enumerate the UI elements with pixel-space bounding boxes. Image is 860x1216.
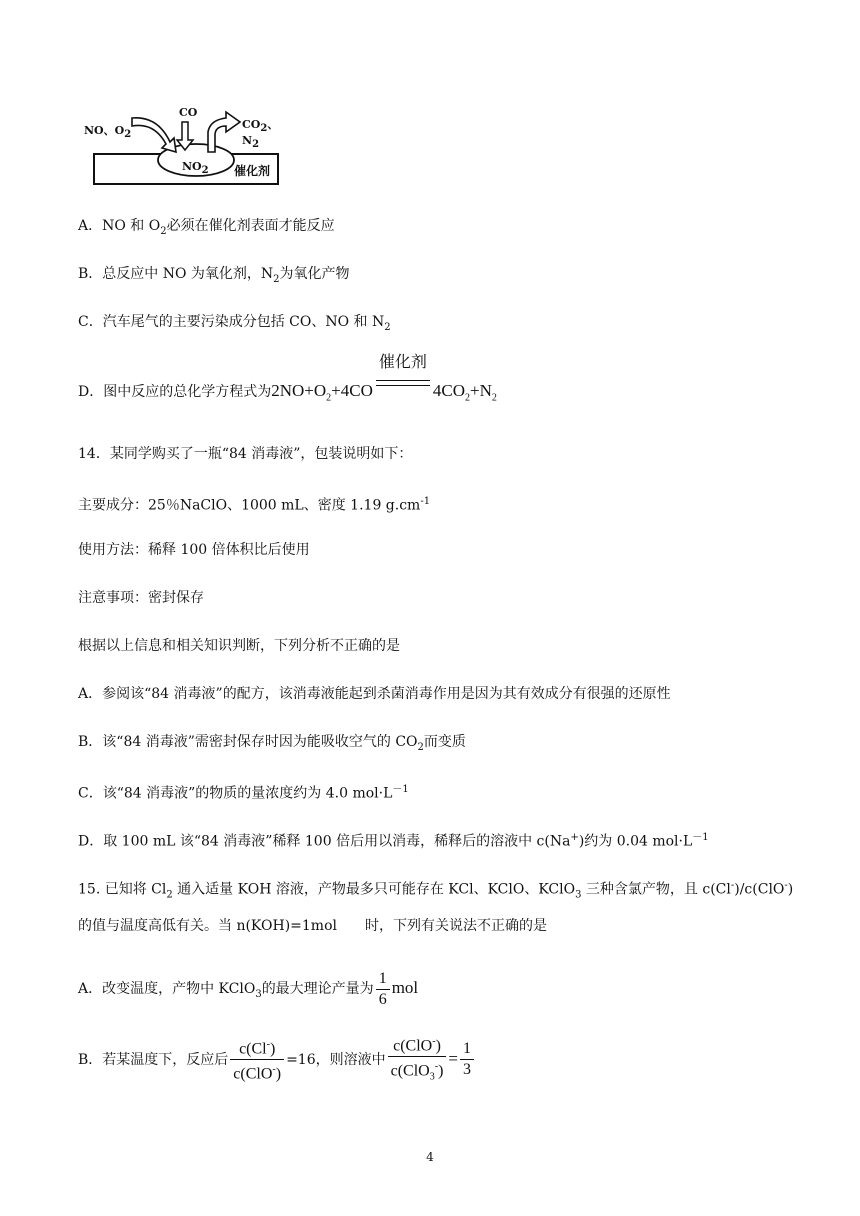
fraction-one-sixth: $\frac{1}{6}$	[376, 969, 390, 1010]
q15-option-b: B．若某温度下，反应后 $\frac{c(Cl^-)}{c(ClO^-)}$ =16，则溶液中 $\frac{c(ClO^-)}{c(ClO_3^-)}$ = $\frac{1}{3}$	[78, 1032, 476, 1076]
diagram-intermediate: $NO_2$	[182, 160, 209, 177]
q14-option-c: C．该“84 消毒液”的物质的量浓度约为 4.0 $mol\cdot L^{-1}$	[78, 784, 409, 802]
equation-rhs: $4CO_2+N_2$	[432, 381, 497, 404]
q14-option-d: D．取 100 mL 该“84 消毒液”稀释 100 倍后用以消毒，稀释后的溶液中 c(Na+)约为 0.04 $mol\cdot L^{-1}$	[78, 832, 709, 850]
fraction-one-third: $\frac{1}{3}$	[460, 1039, 474, 1080]
q14-option-a: A．参阅该“84 消毒液”的配方，该消毒液能起到杀菌消毒作用是因为其有效成分有很强的还原性	[78, 686, 671, 702]
q14-question: 根据以上信息和相关知识判断，下列分析不正确的是	[78, 638, 400, 654]
reactant-arrow	[132, 118, 176, 152]
q15-stem-line2: 的值与温度高低有关。当 n(KOH)=1mol 时，下列有关说法不正确的是	[78, 918, 547, 934]
diagram-co: CO	[179, 106, 198, 119]
q13-option-a: A．NO 和 $O_2$必须在催化剂表面才能反应	[78, 218, 335, 237]
diagram-catalyst: 催化剂	[234, 164, 271, 178]
q13-option-c: C．汽车尾气的主要污染成分包括 CO、NO 和 $N_2$	[78, 314, 391, 333]
q14-notice: 注意事项：密封保存	[78, 590, 204, 606]
equation-lhs: $2NO+O_2+4CO$	[271, 381, 373, 404]
q15-stem-line1: 15. 已知将 $Cl_2$ 通入适量 KOH 溶液，产物最多只可能存在 KCl、KClO、KClO$_3$ 三种含氯产物，且 c(Cl-)/c(ClO-)	[78, 880, 794, 901]
catalyst-diagram	[84, 104, 284, 190]
reaction-condition: 催化剂	[378, 352, 427, 371]
q14-usage: 使用方法：稀释 100 倍体积比后使用	[78, 542, 310, 558]
q14-ingredients: 主要成分：25％NaClO、1000 mL、密度 1.19 $g.cm^{-1}$	[78, 496, 431, 514]
product-arrow	[208, 112, 240, 152]
diagram-reactants: NO、$O_2$	[84, 124, 132, 141]
q14-option-b: B．该“84 消毒液”需密封保存时因为能吸收空气的 $CO_2$而变质	[78, 734, 466, 753]
q14-stem: 14．某同学购买了一瓶“84 消毒液”，包装说明如下：	[78, 446, 413, 462]
reaction-arrow	[374, 352, 432, 396]
fraction-cl-over-clo: $\frac{c(Cl^-)}{c(ClO^-)}$	[230, 1035, 284, 1085]
fraction-clo-over-clo3: $\frac{c(ClO^-)}{c(ClO_3^-)}$	[388, 1032, 447, 1088]
q13-option-b: B．总反应中 NO 为氧化剂，$N_2$为氧化产物	[78, 266, 350, 285]
diagram-products: $CO_2$、$N_2$	[242, 118, 279, 151]
q13-option-d: D．图中反应的总化学方程式为$2NO+O_2+4CO$ 催化剂 $4CO_2+N_2$	[78, 352, 497, 404]
q15-option-a: A．改变温度，产物中 KClO$_3$的最大理论产量为 $\frac{1}{6}$ mol	[78, 969, 419, 1008]
page-number: 4	[426, 1150, 434, 1164]
